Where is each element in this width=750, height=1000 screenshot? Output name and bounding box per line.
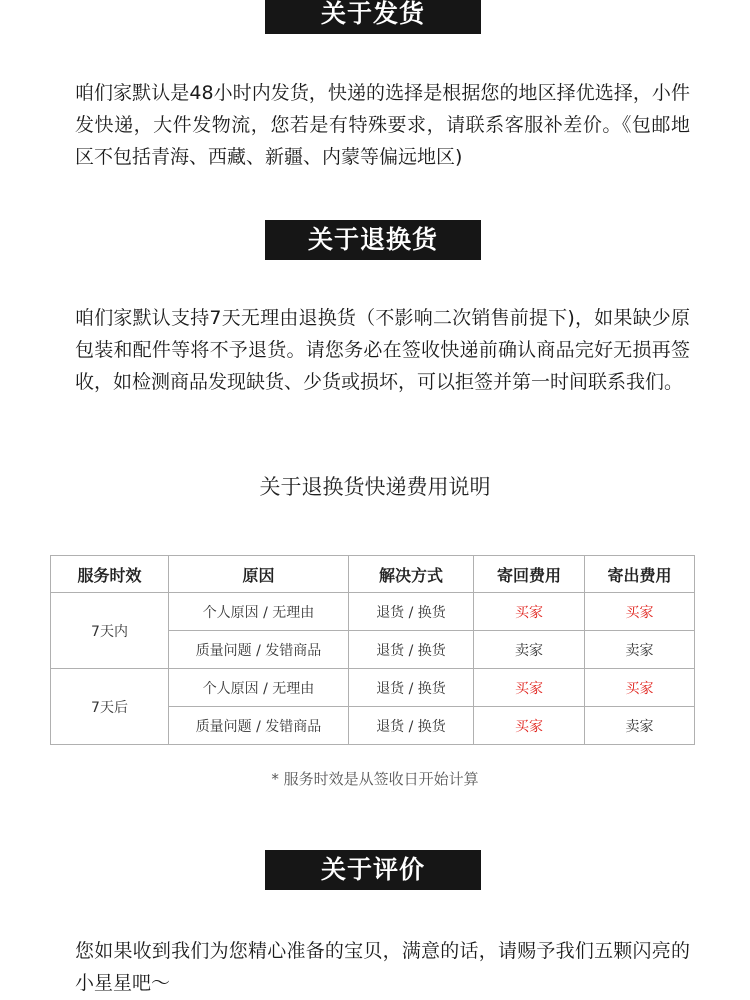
reason-cell: 个人原因 / 无理由 [169,593,349,631]
fee-table [50,555,695,745]
shipping-title-banner: 关于发货 [265,0,481,34]
table-row [51,669,695,707]
table-row [51,593,695,631]
period-cell: 7天后 [51,669,169,745]
solution-cell: 退货 / 换货 [349,631,474,669]
review-title-banner: 关于评价 [265,850,481,890]
shipping-paragraph: 咱们家默认是48小时内发货，快递的选择是根据您的地区择优选择，小件发快递，大件发物流，您若是有特殊要求，请联系客服补差价。《包邮地区不包括青海、西藏、新疆、内蒙等偏远地区) [75,82,690,168]
header-solution: 解决方式 [349,556,474,593]
return-fee-cell: 买家 [474,669,585,707]
returns-title-banner: 关于退换货 [265,220,481,260]
reason-cell: 质量问题 / 发错商品 [169,631,349,669]
solution-cell: 退货 / 换货 [349,669,474,707]
table-header-row [51,556,695,593]
reason-cell: 个人原因 / 无理由 [169,669,349,707]
send-fee-cell: 买家 [585,593,695,631]
review-paragraph: 您如果收到我们为您精心准备的宝贝，满意的话，请赐予我们五颗闪亮的小星星吧～ [75,940,690,994]
returns-paragraph: 咱们家默认支持7天无理由退换货（不影响二次销售前提下)，如果缺少原包装和配件等将不予退货。请您务必在签收快递前确认商品完好无损再签收，如检测商品发现缺货、少货或损坏，可以拒签并第一时间联系我们。 [75,307,690,393]
fee-section-title: 关于退换货快递费用说明 [259,475,491,499]
header-send-fee: 寄出费用 [585,556,695,593]
header-reason: 原因 [169,556,349,593]
solution-cell: 退货 / 换货 [349,593,474,631]
table-footnote: * 服务时效是从签收日开始计算 [271,770,479,788]
send-fee-cell: 卖家 [585,707,695,745]
return-fee-cell: 卖家 [474,631,585,669]
send-fee-cell: 买家 [585,669,695,707]
return-fee-cell: 买家 [474,707,585,745]
period-cell: 7天内 [51,593,169,669]
reason-cell: 质量问题 / 发错商品 [169,707,349,745]
header-period: 服务时效 [51,556,169,593]
header-return-fee: 寄回费用 [474,556,585,593]
return-fee-cell: 买家 [474,593,585,631]
send-fee-cell: 卖家 [585,631,695,669]
solution-cell: 退货 / 换货 [349,707,474,745]
